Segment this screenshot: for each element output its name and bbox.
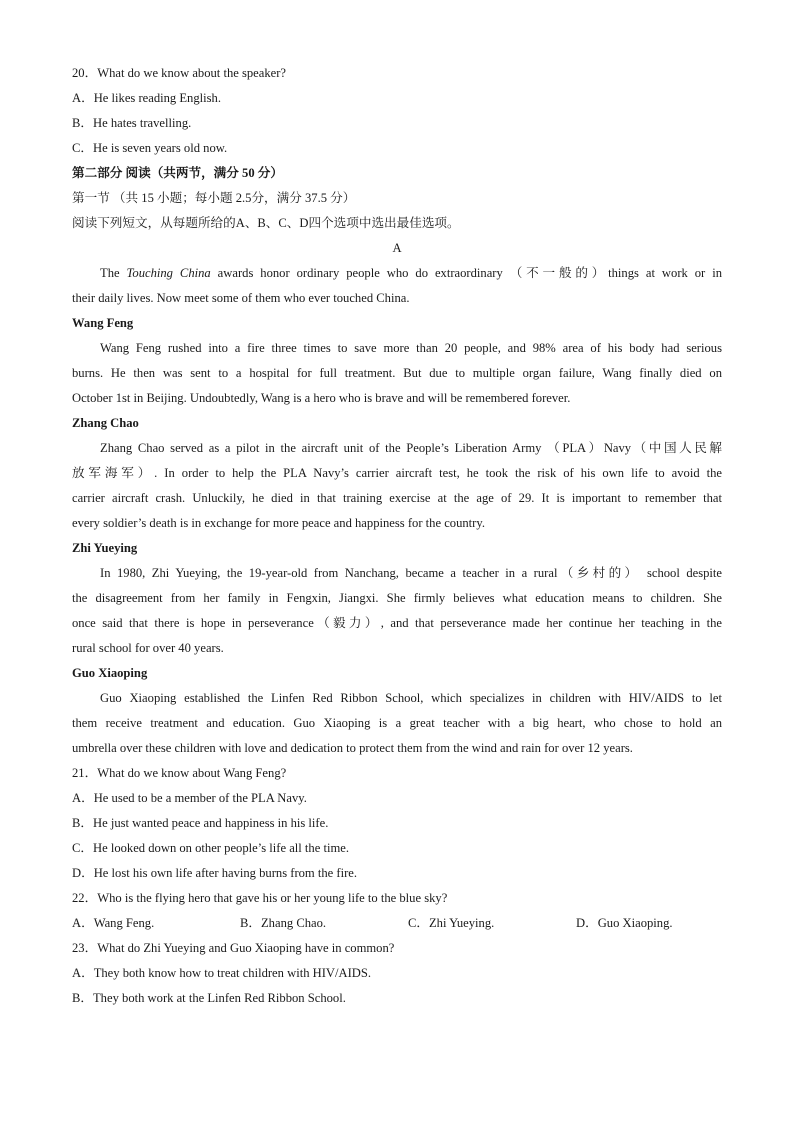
wang-feng-line-1: Wang Feng rushed into a fire three times to save more than 20 people, and 98% area of his body had serious (100, 341, 722, 355)
intro-pre: The (100, 266, 127, 280)
question-21-option-b: B．He just wanted peace and happiness in his life. (72, 816, 329, 830)
question-20-option-c: C．He is seven years old now. (72, 141, 228, 155)
question-21-option-c: C．He looked down on other people’s life all the time. (72, 841, 350, 855)
zhang-chao-line-4: every soldier’s death is in exchange for more peace and happiness for the country. (72, 516, 485, 530)
guo-xiaoping-line-2: them receive treatment and education. Guo Xiaoping is a great teacher with a big heart, who chose to hold an (72, 716, 722, 730)
question-21-option-a: A．He used to be a member of the PLA Navy. (72, 791, 307, 805)
zhi-yueying-line-3: once said that there is hope in perseverance（毅力）, and that perseverance made her continue her teaching in the (72, 616, 722, 630)
exam-page (72, 61, 722, 1011)
passage-intro-line-2: their daily lives. Now meet some of them who ever touched China. (72, 291, 410, 305)
zhang-chao-line-3: carrier aircraft crash. Unluckily, he died in that training exercise at the age of 29. It is important to remember that (72, 491, 722, 505)
question-22-option-a: A．Wang Feng. (72, 916, 155, 930)
person-heading-zhi-yueying: Zhi Yueying (72, 541, 138, 555)
question-22-stem: 22．Who is the flying hero that gave his or her young life to the blue sky? (72, 891, 448, 905)
person-heading-wang-feng: Wang Feng (72, 316, 134, 330)
question-20-option-a: A．He likes reading English. (72, 91, 221, 105)
question-22-options (72, 911, 722, 936)
intro-title-italic: Touching China (126, 266, 211, 280)
question-23-stem: 23．What do Zhi Yueying and Guo Xiaoping have in common? (72, 941, 395, 955)
intro-post: awards honor ordinary people who do extraordinary （不一般的）things at work or in (210, 266, 722, 280)
wang-feng-line-3: October 1st in Beijing. Undoubtedly, Wang is a hero who is brave and will be remembered forever. (72, 391, 571, 405)
person-heading-zhang-chao: Zhang Chao (72, 416, 139, 430)
passage-intro-line-1 (72, 261, 722, 286)
zhang-chao-line-2: 放军海军）. In order to help the PLA Navy’s carrier aircraft test, he took the risk of his own life to avoid the (72, 466, 722, 480)
zhi-yueying-line-2: the disagreement from her family in Fengxin, Jiangxi. She firmly believes what education means to children. She (72, 591, 722, 605)
person-heading-guo-xiaoping: Guo Xiaoping (72, 666, 148, 680)
question-21-stem: 21．What do we know about Wang Feng? (72, 766, 287, 780)
zhang-chao-line-1: Zhang Chao served as a pilot in the aircraft unit of the People’s Liberation Army （PLA）Navy（中国人民解 (100, 441, 722, 455)
passage-label: A (392, 241, 402, 255)
question-20-stem: 20．What do we know about the speaker? (72, 66, 287, 80)
guo-xiaoping-line-3: umbrella over these children with love and dedication to protect them from the wind and rain for over 12 years. (72, 741, 633, 755)
question-22-option-d: D．Guo Xiaoping. (576, 916, 673, 930)
question-23-option-a: A．They both know how to treat children with HIV/AIDS. (72, 966, 372, 980)
reading-instruction: 阅读下列短文，从每题所给的A、B、C、D四个选项中选出最佳选项。 (72, 216, 460, 230)
wang-feng-line-2: burns. He then was sent to a hospital for full treatment. But due to multiple organ failure, Wang finally died on (72, 366, 722, 380)
zhi-yueying-line-4: rural school for over 40 years. (72, 641, 224, 655)
guo-xiaoping-line-1: Guo Xiaoping established the Linfen Red Ribbon School, which specializes in children with HIV/AIDS to let (100, 691, 722, 705)
zhi-yueying-line-1: In 1980, Zhi Yueying, the 19-year-old from Nanchang, became a teacher in a rural（乡村的） school despite (100, 566, 722, 580)
question-21-option-d: D．He lost his own life after having burns from the fire. (72, 866, 358, 880)
question-22-option-b: B．Zhang Chao. (240, 916, 327, 930)
part-two-title: 第二部分 阅读（共两节，满分 50 分） (72, 166, 283, 180)
question-23-option-b: B．They both work at the Linfen Red Ribbon School. (72, 991, 346, 1005)
question-20-option-b: B．He hates travelling. (72, 116, 192, 130)
section-one-title: 第一节 （共 15 小题；每小题 2.5分，满分 37.5 分） (72, 191, 356, 205)
question-22-option-c: C．Zhi Yueying. (408, 916, 495, 930)
